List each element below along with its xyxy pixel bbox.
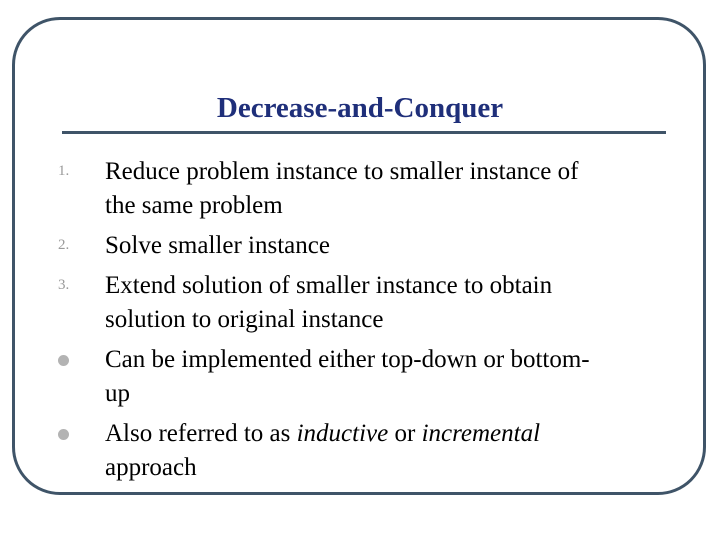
list-item-text: Solve smaller instance <box>105 232 330 259</box>
text-run: Also referred to as <box>105 420 297 447</box>
slide-title: Decrease-and-Conquer <box>216 92 504 124</box>
list-item-text: Reduce problem instance to smaller instance of the same problem <box>105 158 579 219</box>
text-run: or <box>388 420 422 447</box>
emphasis-text: incremental <box>421 420 541 447</box>
bullet-icon <box>58 429 69 440</box>
text-run: approach <box>105 454 197 481</box>
title-underline <box>62 131 666 134</box>
bullet-icon <box>58 355 69 366</box>
list-number: 3. <box>58 277 70 293</box>
list-number: 1. <box>58 163 70 179</box>
list-item-text: Extend solution of smaller instance to obtain solution to original instance <box>105 272 553 333</box>
list-item-text <box>105 417 665 485</box>
emphasis-text: inductive <box>296 420 389 447</box>
list-number: 2. <box>58 237 70 253</box>
list-item-text: Can be implemented either top-down or bottom- up <box>105 346 590 407</box>
